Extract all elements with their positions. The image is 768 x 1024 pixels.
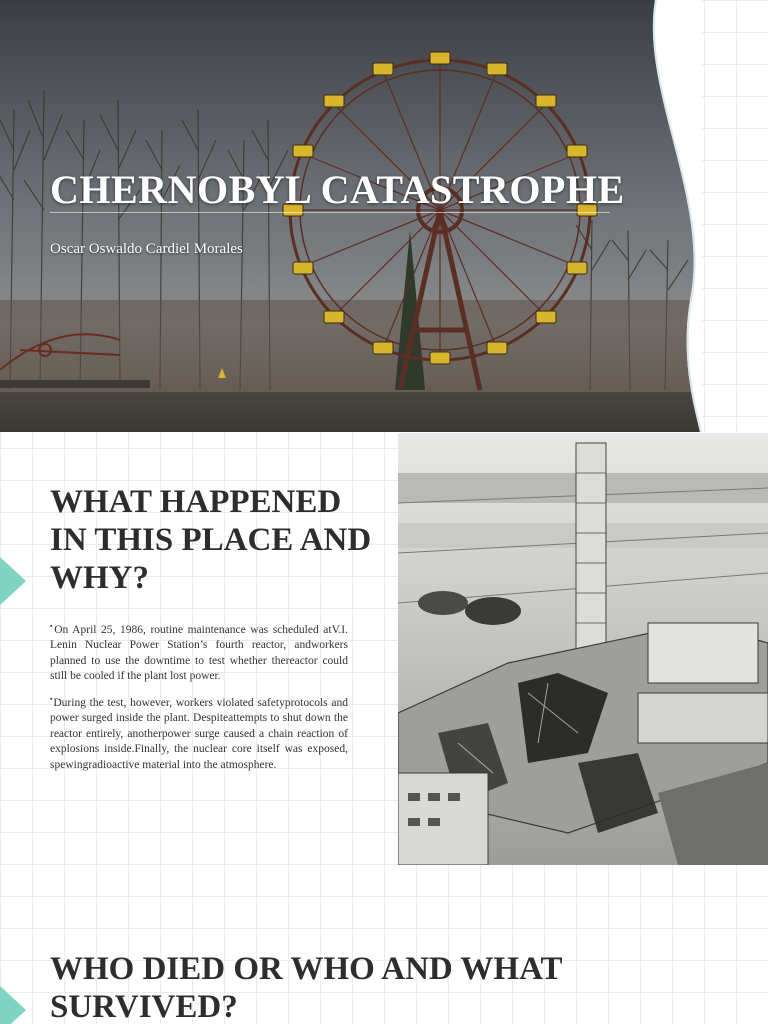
ferris-wheel-illustration (0, 0, 702, 432)
reactor-photo (398, 433, 768, 865)
slide-heading: WHO DIED OR WHO AND WHAT SURVIVED? (50, 951, 562, 1024)
author-name: Oscar Oswaldo Cardiel Morales (50, 241, 243, 257)
paragraph (50, 619, 348, 685)
paragraph-text: During the test, however, workers violated safetyprotocols and power surged inside the plant. Despiteattempts to shut down the reactor entirely, anotherpower surge caused a chain reaction of explosions inside.Finally, the nuclear core itself was exposed, spewingradioactive material into the atmosphere. (50, 696, 348, 771)
presentation-title: CHERNOBYL CATASTROPHE (50, 167, 625, 212)
what-happened-slide (0, 433, 768, 865)
accent-triangle-icon (0, 986, 26, 1024)
slide-body (50, 619, 348, 780)
accent-triangle-icon (0, 557, 26, 605)
bullet-icon: ▪ (50, 622, 55, 630)
bullet-icon: ▪ (50, 694, 54, 703)
paragraph-text: On April 25, 1986, routine maintenance was scheduled atV.I. Lenin Nuclear Power Station’s fourth reactor, andworkers planned to use the downtime to test whether thereactor could still be cooled if the plant lost power. (50, 623, 348, 683)
paragraph (50, 692, 348, 773)
slide-text-panel (0, 433, 398, 865)
reactor-illustration (398, 433, 768, 865)
ferris-wheel-photo (0, 0, 702, 432)
title-slide (0, 0, 768, 432)
who-died-slide (0, 866, 768, 1024)
slide-heading: WHAT HAPPENED IN THIS PLACE AND WHY? (50, 484, 372, 596)
title-divider (50, 212, 610, 213)
decorative-wave (600, 0, 702, 432)
